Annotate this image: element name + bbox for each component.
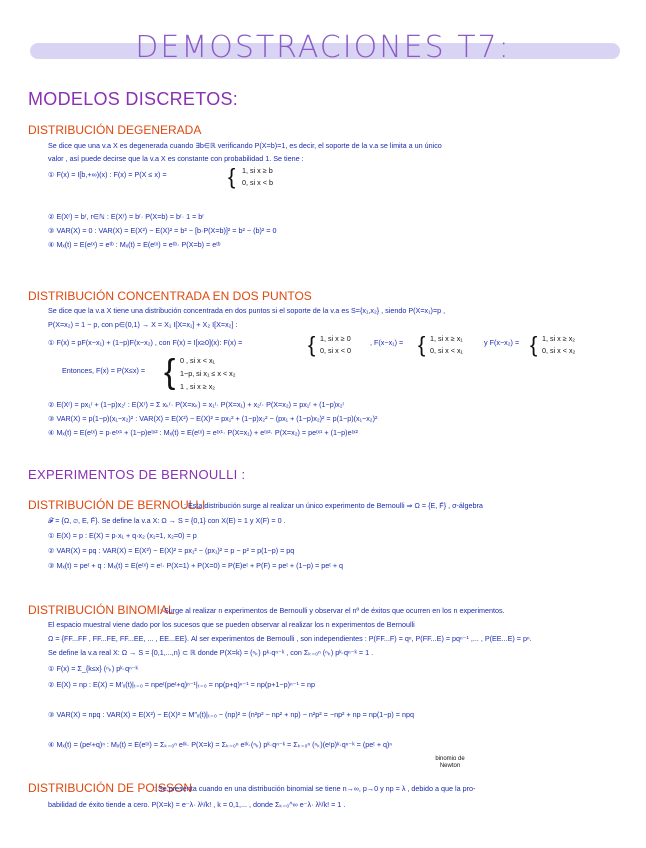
degenerada-text-line-2: valor , así puede decirse que la v.a X es constante con probabilidad 1. Se tiene : [48, 154, 304, 163]
concentrada-ent-case-3: 1 , si x ≥ x₂ [180, 382, 216, 391]
concentrada-f1c-case-1: 1, si x ≥ x₂ [542, 334, 576, 343]
binomial-formula-3: ③ VAR(X) = npq : VAR(X) = E(X²) − E(X)² = M″ₓ(t)|ₜ₌₀ − (np)² = (n²p² − np² + np) − n²p² = −np² + np = np(1−p) = npq [48, 710, 414, 719]
concentrada-f1b-label: , F(x−x₁) = [370, 338, 404, 347]
brace: { [418, 332, 426, 357]
binomial-text-line-1: : Surge al realizar n experimentos de Bernoulli y observar el nº de éxitos que ocurren en los n experimentos. [160, 606, 505, 615]
concentrada-formula-2: ② E(Xʳ) = px₁ʳ + (1−p)x₂ʳ : E(Xʳ) = Σ xₖʳ· P(X=xₖ) = x₁ʳ· P(X=x₁) + x₂ʳ· P(X=x₂) = px₁ʳ + (1−p)x₂ʳ [48, 400, 345, 409]
concentrada-formula-1: ① F(x) = pF(x−x₁) + (1−p)F(x−x₂) , con F(x) = I[x≥0](x): F(x) = [48, 338, 243, 347]
concentrada-f1b-case-1: 1, si x ≥ x₁ [430, 334, 463, 343]
subheading-binomial: DISTRIBUCIÓN BINOMIAL [28, 603, 175, 617]
brace: { [228, 164, 236, 189]
section-heading-modelos-discretos: MODELOS DISCRETOS: [28, 89, 239, 109]
degenerada-formula-3: ③ VAR(X) = 0 : VAR(X) = E(X²) − E(X)² = b² − [b·P(X=b)]² = b² − (b)² = 0 [48, 226, 277, 235]
binomial-formula-2: ② E(X) = np : E(X) = M′ₓ(t)|ₜ₌₀ = npeᵗ(peᵗ+q)ⁿ⁻¹|ₜ₌₀ = np(p+q)ⁿ⁻¹ = np(p+1−p)ⁿ⁻¹ = np [48, 680, 316, 689]
concentrada-text-line-1: Se dice que la v.a X tiene una distribución concentrada en dos puntos si el soporte de la v.a es S={x₁,x₂} , siendo P(X=x₁)=p , [48, 306, 446, 315]
binomial-text-line-2: El espacio muestral viene dado por los sucesos que se pueden observar al realizar los n experimentos de Bernoulli [48, 620, 415, 629]
page-title: DEMOSTRACIONES T7: [135, 30, 511, 65]
bernoulli-text-line-2: 𝓕 = {Ω, ∅, E, F̄}. Se define la v.a X: Ω → S = {0,1} con X(E) = 1 y X(F) = 0 . [48, 516, 286, 525]
bernoulli-formula-2: ② VAR(X) = pq : VAR(X) = E(X²) − E(X)² = px₁² − (px₁)² = p − p² = p(1−p) = pq [48, 546, 295, 555]
concentrada-ent-case-2: 1−p, si x₁ ≤ x < x₂ [180, 369, 236, 378]
binomial-formula-1: ① F(x) = Σ_{k≤x} (ⁿₖ) pᵏ·qⁿ⁻ᵏ [48, 664, 138, 673]
subheading-bernoulli: DISTRIBUCIÓN DE BERNOULLI [28, 498, 206, 512]
bernoulli-text-line-1: : Esta distribución surge al realizar un único experimento de Bernoulli ⇒ Ω = {E, F̄} , σ-álgebra [184, 501, 483, 510]
bernoulli-formula-1: ① E(X) = p : E(X) = p·x₁ + q·x₂ (x₁=1, x₂=0) = p [48, 531, 197, 540]
concentrada-f-case-1: 1, si x ≥ 0 [320, 334, 351, 343]
concentrada-f1c-case-2: 0, si x < x₂ [542, 346, 576, 355]
brace: { [308, 332, 316, 357]
poisson-text-line-1: : Se presenta cuando en una distribución binomial se tiene n→∞, p→0 y np = λ , debido a que la pro- [154, 784, 476, 793]
subheading-degenerada: DISTRIBUCIÓN DEGENERADA [28, 123, 202, 137]
concentrada-formula-4: ④ Mₓ(t) = E(eᵗˣ) = p·eᵗˣ¹ + (1−p)eᵗˣ² : Mₓ(t) = E(eᵗˣ) = eᵗˣ¹· P(X=x₁) + eᵗˣ²· P(X=x₂) = peᵗˣ¹ + (1−p)eᵗˣ² [48, 428, 358, 437]
degenerada-case-1: 1, si x ≥ b [242, 166, 273, 175]
concentrada-f-case-2: 0, si x < 0 [320, 346, 351, 355]
bernoulli-formula-3: ③ Mₓ(t) = peᵗ + q : Mₓ(t) = E(eᵗˣ) = eᵗ· P(X=1) + P(X=0) = P(E)eᵗ + P(F) = peᵗ + (1−p) = peᵗ + q [48, 561, 344, 570]
brace: { [164, 353, 176, 391]
degenerada-formula-1: ① F(x) = I[b,+∞)(x) : F(x) = P(X ≤ x) = [48, 170, 167, 179]
degenerada-text-line-1: Se dice que una v.a X es degenerada cuando ∃b∈ℝ verificando P(X=b)=1, es decir, el soporte de la v.a se limita a un único [48, 141, 442, 150]
degenerada-formula-4: ④ Mₓ(t) = E(eᵗˣ) = eᵗᵇ : Mₓ(t) = E(eᵗˣ) = eᵗᵇ· P(X=b) = eᵗᵇ [48, 240, 221, 249]
concentrada-f1b-case-2: 0, si x < x₁ [430, 346, 463, 355]
binomial-text-line-4: Se define la v.a real X: Ω → S = {0,1,...,n} ⊂ ℝ donde P(X=k) = (ⁿₖ) pᵏ·qⁿ⁻ᵏ , con Σₖ₌₀ⁿ (ⁿₖ) pᵏ·qⁿ⁻ᵏ = 1 . [48, 648, 374, 657]
concentrada-formula-3: ③ VAR(X) = p(1−p)(x₁−x₂)² : VAR(X) = E(X²) − E(X)² = px₁² + (1−p)x₂² − (px₁ + (1−p)x₂)² = p(1−p)(x₁−x₂)² [48, 414, 378, 423]
brace: { [530, 332, 538, 357]
section-heading-experimentos-bernoulli: EXPERIMENTOS DE BERNOULLI : [28, 467, 246, 482]
concentrada-entonces: Entonces, F(x) = P(X≤x) = [62, 366, 146, 375]
degenerada-formula-2: ② E(Xʳ) = bʳ, r∈ℕ : E(Xʳ) = bʳ· P(X=b) = bʳ· 1 = bʳ [48, 212, 205, 221]
concentrada-text-line-2: P(X=x₂) = 1 − p, con p∈(0,1) → X = X₁ I[X=x₁] + X₂ I[X=x₂] : [48, 320, 238, 329]
subheading-concentrada: DISTRIBUCIÓN CONCENTRADA EN DOS PUNTOS [28, 289, 312, 303]
binomial-formula-4: ④ Mₓ(t) = (peᵗ+q)ⁿ : Mₓ(t) = E(eᵗˣ) = Σₖ₌₀ⁿ eᵗᵏ· P(X=k) = Σₖ₌₀ⁿ eᵗᵏ·(ⁿₖ) pᵏ·qⁿ⁻ᵏ = Σₖ₌₀ⁿ (ⁿₖ)(eᵗp)ᵏ·qⁿ⁻ᵏ = (peᵗ + q)ⁿ [48, 740, 393, 749]
degenerada-case-2: 0, si x < b [242, 178, 273, 187]
binomial-text-line-3: Ω = {FF...FF , FF...FE, FF...EE, ... , EE...EE}. Al ser experimentos de Bernoulli , son independientes : P(FF...F) = qⁿ, P(FF...E) = pqⁿ⁻¹ ,... , P(EE...E) = pⁿ. [48, 634, 532, 643]
concentrada-f1c-label: y F(x−x₂) = [484, 338, 520, 347]
binomio-newton-note: binomio de Newton [435, 756, 465, 769]
poisson-text-line-2: babilidad de éxito tiende a cero. P(X=k) = e⁻λ· λᵏ/k! , k = 0,1,... , donde Σₖ₌₀^∞ e⁻λ· λᵏ/k! = 1 . [48, 800, 346, 809]
concentrada-ent-case-1: 0 , si x < x₁ [180, 356, 215, 365]
subheading-poisson: DISTRIBUCIÓN DE POISSON [28, 781, 193, 795]
